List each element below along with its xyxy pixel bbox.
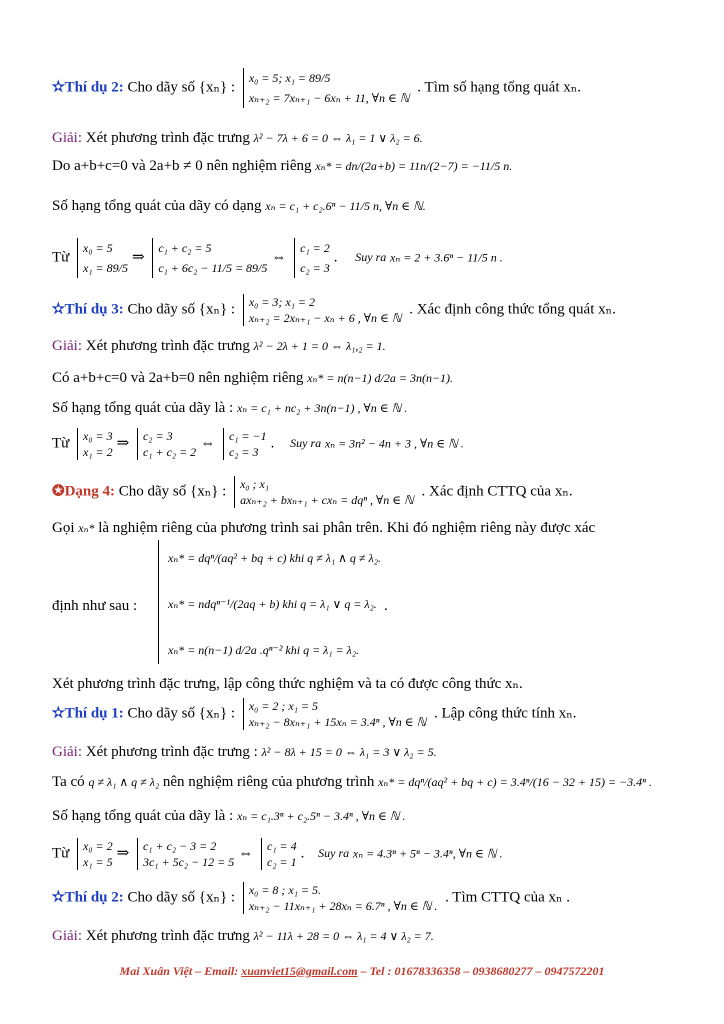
solution-text: Xét phương trình đặc trưng :: [85, 744, 258, 760]
system-line-1: c₁ = 2: [300, 241, 330, 255]
line-math: xₙ* = n(n−1) d/2a = 3n(n−1).: [307, 371, 454, 385]
coef-system: [152, 238, 267, 278]
line-text: Xét phương trình đặc trưng, lập công thức nghiệm và ta có được công thức xₙ.: [52, 676, 523, 692]
system-line-2: xₙ₊₂ = 7xₙ₊₁ − 6xₙ + 11, ∀n ∈ ℕ: [248, 91, 410, 105]
example-1-statement: [52, 698, 684, 730]
system-line-2: xₙ₊₂ − 8xₙ₊₁ + 15xₙ = 3.4ⁿ , ∀n ∈ ℕ: [248, 715, 427, 729]
footer-author: Mai Xuân Việt – Email:: [119, 964, 239, 978]
system-line-1: x₀ ; x₁: [240, 477, 270, 491]
example-1-system: [243, 698, 426, 730]
line-text: Số hạng tổng quát của dãy có dạng: [52, 198, 262, 214]
solution-label: Giải:: [52, 338, 82, 354]
line-text-a: Gọi: [52, 520, 75, 536]
example-2b-system: [243, 882, 438, 914]
system-line-2: x₁ = 2: [83, 445, 113, 459]
line-math: xₙ* = dn/(2a+b) = 11n/(2−7) = −11/5 n.: [315, 159, 513, 173]
system-line-1: x₀ = 5: [83, 241, 113, 255]
line-math: xₙ = c₁ + nc₂ + 3n(n−1) , ∀n ∈ ℕ .: [236, 401, 408, 415]
footer-email-link[interactable]: xuanviet15@gmail.com: [241, 964, 358, 978]
solution-text: Xét phương trình đặc trưng: [85, 338, 250, 354]
example-3-statement: [52, 294, 684, 326]
procedure-line: [52, 674, 684, 694]
suy-ra: Suy ra: [318, 846, 350, 861]
system-line-1: x₀ = 2: [83, 839, 113, 853]
result: xₙ = 3n² − 4n + 3 , ∀n ∈ ℕ .: [324, 436, 464, 451]
system-line-2: xₙ₊₂ = 2xₙ₊₁ − xₙ + 6 , ∀n ∈ ℕ: [248, 311, 402, 325]
solution-math: λ² − 11λ + 28 = 0 ⇔ λ₁ = 4 ∨ λ₂ = 7.: [253, 929, 434, 943]
solution-text: Xét phương trình đặc trưng: [85, 130, 250, 146]
coef-system: [137, 838, 234, 870]
tu-label: Từ: [52, 435, 70, 452]
system-line-1: x₀ = 3; x₁ = 2: [248, 295, 316, 309]
cases-bracket: [158, 540, 163, 664]
system-line-2: c₂ = 1: [267, 855, 297, 869]
example-1-tail: . Lập công thức tính xₙ.: [433, 705, 577, 722]
solution-math: λ² − 8λ + 15 = 0 ⇔ λ₁ = 3 ∨ λ₂ = 5.: [261, 745, 437, 759]
particular-solution-line: [52, 156, 684, 176]
tu-label: Từ: [52, 249, 70, 266]
example-3-system: [243, 294, 402, 326]
solved-system: [294, 238, 330, 278]
system-line-2: xₙ₊₂ − 11xₙ₊₁ + 28xₙ = 6.7ⁿ , ∀n ∈ ℕ .: [248, 899, 438, 913]
line-text: Số hạng tổng quát của dãy là :: [52, 400, 234, 416]
example-3-tail: . Xác định công thức tổng quát xₙ.: [409, 301, 616, 318]
line-text-a: Ta có: [52, 774, 85, 790]
particular-solution-line-3: [52, 772, 684, 792]
system-line-1: c₁ + c₂ − 3 = 2: [142, 839, 217, 853]
system-line-1: c₂ = 3: [142, 429, 173, 443]
example-2-tail: . Tìm số hạng tổng quát xₙ.: [417, 79, 582, 96]
tu-label: Từ: [52, 845, 70, 862]
system-line-1: c₁ + c₂ = 5: [158, 241, 212, 255]
case-3: xₙ* = n(n−1) d/2a .qⁿ⁻² khi q = λ₁ = λ₂.: [168, 643, 360, 657]
line-text-b: là nghiệm riêng của phương trình sai phân trên. Khi đó nghiệm riêng này được xác: [98, 520, 596, 536]
system-line-1: x₀ = 2 ; x₁ = 5: [248, 699, 319, 713]
system-line-2: c₂ = 3: [300, 261, 330, 275]
line-text-b: nên nghiệm riêng của phương trình: [162, 774, 375, 790]
example-2b-label: ✫Thí dụ 2:: [52, 889, 124, 906]
condition: q ≠ λ₁ ∧ q ≠ λ₂: [88, 775, 160, 789]
example-2b-text: Cho dãy số {xₙ} :: [127, 889, 236, 906]
initial-system: [77, 238, 128, 278]
footer-tel: – Tel : 01678336358 – 0938680277 – 0947572201: [360, 964, 605, 978]
system-line-2: 3c₁ + 5c₂ − 12 = 5: [142, 855, 235, 869]
example-1-label: ✫Thí dụ 1:: [52, 705, 124, 722]
cases-block: [52, 540, 684, 670]
cases-label: định như sau :: [52, 598, 138, 614]
coef-system: [137, 428, 196, 460]
system-line-2: c₁ + 6c₂ − 11/5 = 89/5: [158, 261, 268, 275]
line-math: xₙ*: [78, 521, 95, 535]
system-line-2: x₁ = 5: [83, 855, 113, 869]
example-2b-statement: [52, 882, 684, 914]
system-line-1: x₀ = 8 ; x₁ = 5.: [248, 883, 322, 897]
solution-math: λ² − 7λ + 6 = 0 ⇔ λ₁ = 1 ∨ λ₂ = 6.: [253, 131, 423, 145]
solution-math: λ² − 2λ + 1 = 0 ⇔ λ₁,₂ = 1.: [253, 339, 386, 353]
suy-ra: Suy ra: [290, 436, 322, 451]
solved-system: [261, 838, 297, 870]
particular-solution-line-2: [52, 368, 684, 388]
line-math: xₙ = c₁.3ⁿ + c₂.5ⁿ − 3.4ⁿ , ∀n ∈ ℕ .: [236, 809, 406, 823]
type-4-label: ✪Dạng 4:: [52, 483, 115, 500]
solution-line-3: [52, 742, 684, 762]
system-line-2: axₙ₊₂ + bxₙ₊₁ + cxₙ = dqⁿ , ∀n ∈ ℕ: [240, 493, 414, 507]
page-footer: [0, 964, 724, 979]
system-line-1: x₀ = 5; x₁ = 89/5: [248, 71, 331, 85]
line-text: Số hạng tổng quát của dãy là :: [52, 808, 234, 824]
solution-line-2: [52, 336, 684, 356]
case-2: xₙ* = ndqⁿ⁻¹/(2aq + b) khi q = λ₁ ∨ q = λ₂.: [168, 597, 377, 611]
solution-label: Giải:: [52, 744, 82, 760]
line-text: Có a+b+c=0 và 2a+b=0 nên nghiệm riêng: [52, 370, 304, 386]
example-2-system: [243, 68, 410, 108]
example-2b-tail: . Tìm CTTQ của xₙ .: [445, 889, 571, 906]
particular-definition-line: [52, 518, 684, 538]
example-1-text: Cho dãy số {xₙ} :: [127, 705, 236, 722]
system-solve-line-2: Từ x₀ = 3 x₁ = 2 ⇒ c₂ = 3 c₁ + c₂ = 2 ⇔ c₁ = −1 c₂ = 3 . Suy ra xₙ = 3n² − 4n + 3 , ∀n ∈ ℕ .: [52, 429, 464, 459]
example-3-text: Cho dãy số {xₙ} :: [127, 301, 236, 318]
result: xₙ = 2 + 3.6ⁿ − 11/5 n .: [390, 250, 503, 265]
type-4-tail: . Xác định CTTQ của xₙ.: [421, 483, 573, 500]
initial-system: [77, 428, 113, 460]
line-text: Do a+b+c=0 và 2a+b ≠ 0 nên nghiệm riêng: [52, 158, 312, 174]
system-line-1: x₀ = 3: [83, 429, 113, 443]
solved-system: [223, 428, 267, 460]
system-solve-line-3: Từ x₀ = 2 x₁ = 5 ⇒ c₁ + c₂ − 3 = 2 3c₁ + 5c₂ − 12 = 5 ⇔ c₁ = 4 c₂ = 1 . Suy ra xₙ = 4.3ⁿ + 5ⁿ − 3.4ⁿ, ∀n ∈ ℕ .: [52, 839, 503, 869]
solution-text: Xét phương trình đặc trưng: [85, 928, 250, 944]
solution-line-1: [52, 128, 684, 148]
suy-ra: Suy ra: [355, 250, 387, 265]
type-4-statement: [52, 476, 684, 508]
system-line-1: c₁ = −1: [228, 429, 267, 443]
initial-system: [77, 838, 113, 870]
system-solve-line: Từ x₀ = 5 x₁ = 89/5 ⇒ c₁ + c₂ = 5 c₁ + 6c₂ − 11/5 = 89/5 ⇔ c₁ = 2 c₂ = 3 . Suy ra xₙ = 2 + 3.6ⁿ − 11/5 n .: [52, 238, 684, 278]
line-math: xₙ* = dqⁿ/(aq² + bq + c) = 3.4ⁿ/(16 − 32 + 15) = −3.4ⁿ .: [378, 775, 652, 789]
example-2-statement: [52, 68, 684, 108]
solution-label: Giải:: [52, 130, 82, 146]
example-2-label: ✫Thí dụ 2:: [52, 79, 124, 96]
general-term-line-3: [52, 806, 684, 826]
type-4-text: Cho dãy số {xₙ} :: [118, 483, 227, 500]
type-4-system: [234, 476, 414, 508]
system-line-2: c₁ + c₂ = 2: [142, 445, 197, 459]
system-line-2: c₂ = 3: [228, 445, 259, 459]
example-3-label: ✫Thí dụ 3:: [52, 301, 124, 318]
system-line-1: c₁ = 4: [267, 839, 297, 853]
general-term-line-2: [52, 398, 684, 418]
line-math: xₙ = c₁ + c₂.6ⁿ − 11/5 n, ∀n ∈ ℕ.: [265, 199, 426, 213]
result: xₙ = 4.3ⁿ + 5ⁿ − 3.4ⁿ, ∀n ∈ ℕ .: [352, 846, 503, 861]
general-term-line: [52, 196, 684, 216]
solution-label: Giải:: [52, 928, 82, 944]
example-2-text: Cho dãy số {xₙ} :: [127, 79, 236, 96]
solution-line-4: [52, 926, 684, 946]
system-line-2: x₁ = 89/5: [83, 261, 128, 275]
case-1: xₙ* = dqⁿ/(aq² + bq + c) khi q ≠ λ₁ ∧ q ≠ λ₂.: [168, 551, 381, 565]
cases-dot: .: [384, 598, 388, 614]
